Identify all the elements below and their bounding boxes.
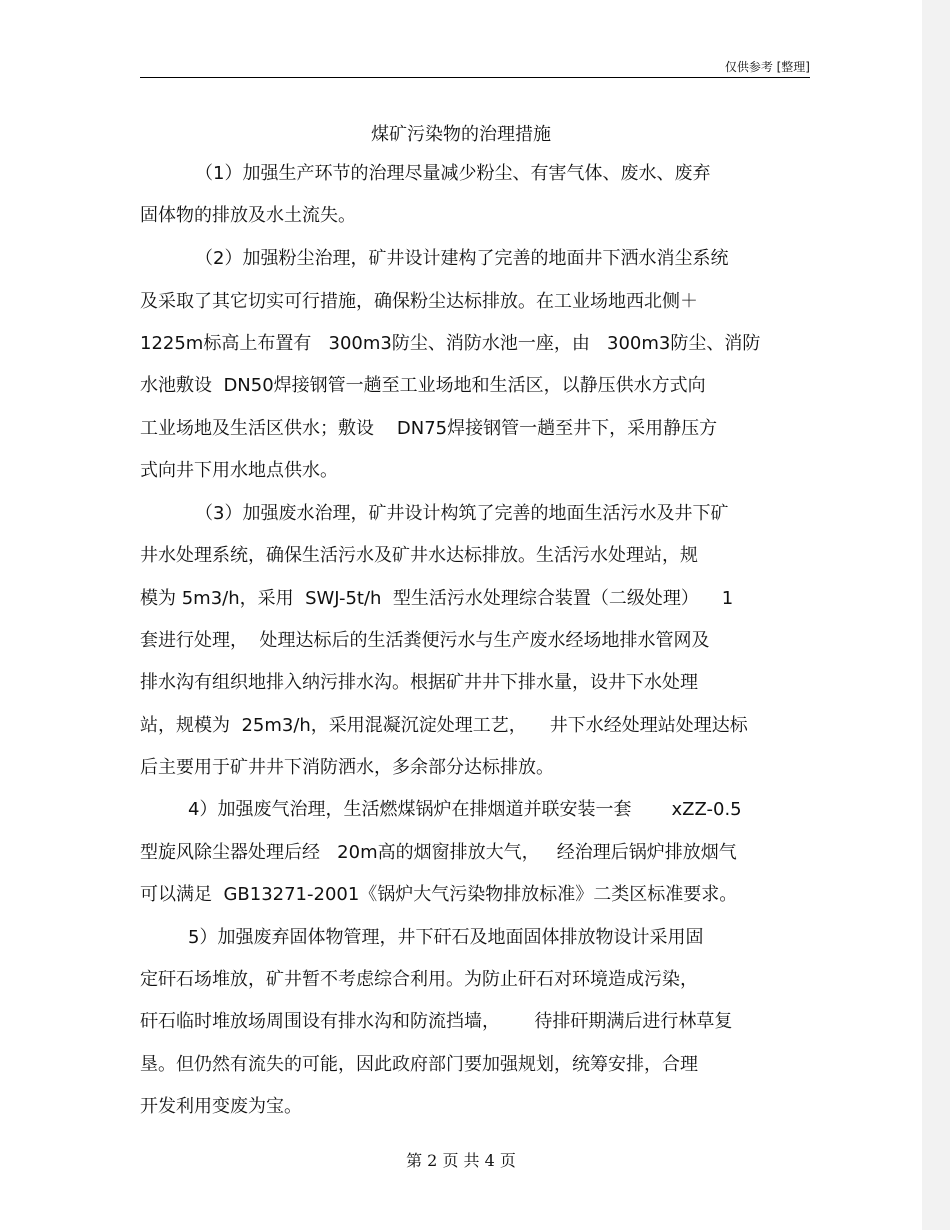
text-line: 模为 5m3/h，采用 SWJ-5t/h 型生活污水处理综合装置（二级处理） 1	[140, 588, 734, 609]
text-line: 型旋风除尘器处理后经 20m高的烟窗排放大气， 经治理后锅炉排放烟气	[140, 842, 737, 863]
text-line: 井水处理系统，确保生活污水及矿井水达标排放。生活污水处理站，规	[140, 545, 698, 566]
page-header	[140, 55, 810, 78]
header-note: 仅供参考 [整理]	[724, 60, 810, 74]
text-line: 后主要用于矿井井下消防洒水，多余部分达标排放。	[140, 757, 554, 778]
text-line: 套进行处理， 处理达标后的生活粪便污水与生产废水经场地排水管网及	[140, 630, 710, 651]
text-line: 定矸石场堆放，矿井暂不考虑综合利用。为防止矸石对环境造成污染，	[140, 969, 698, 990]
text-line: 4）加强废气治理，生活燃煤锅炉在排烟道并联安装一套 xZZ-0.5	[188, 799, 742, 820]
text-line: （3）加强废水治理，矿井设计构筑了完善的地面生活污水及井下矿	[195, 503, 729, 524]
text-line: 固体物的排放及水土流失。	[140, 205, 356, 226]
text-line: 开发利用变废为宝。	[140, 1096, 302, 1117]
document-title: 煤矿污染物的治理措施	[371, 124, 551, 145]
page-footer: 第 2 页 共 4 页	[406, 1151, 516, 1170]
text-line: 站，规模为 25m3/h，采用混凝沉淀处理工艺， 井下水经处理站处理达标	[140, 715, 748, 736]
text-line: 工业场地及生活区供水；敷设 DN75焊接钢管一趟至井下，采用静压方	[140, 418, 718, 439]
text-line: 矸石临时堆放场周围设有排水沟和防流挡墙， 待排矸期满后进行林草复	[140, 1011, 733, 1032]
text-line: 5）加强废弃固体物管理，井下矸石及地面固体排放物设计采用固	[188, 927, 704, 948]
text-line: （2）加强粉尘治理，矿井设计建构了完善的地面井下洒水消尘系统	[195, 248, 729, 269]
text-line: 可以满足 GB13271-2001《锅炉大气污染物排放标准》二类区标准要求。	[140, 884, 738, 905]
text-line: 垦。但仍然有流失的可能，因此政府部门要加强规划，统筹安排，合理	[140, 1054, 698, 1075]
text-line: 水池敷设 DN50焊接钢管一趟至工业场地和生活区，以静压供水方式向	[140, 375, 706, 396]
text-line: 1225m标高上布置有 300m3防尘、消防水池一座，由 300m3防尘、消防	[140, 333, 761, 354]
text-line: 式向井下用水地点供水。	[140, 460, 338, 481]
text-line: 排水沟有组织地排入纳污排水沟。根据矿井井下排水量，设井下水处理	[140, 672, 698, 693]
text-line: （1）加强生产环节的治理尽量减少粉尘、有害气体、废水、废弃	[195, 163, 711, 184]
text-line: 及采取了其它切实可行措施，确保粉尘达标排放。在工业场地西北侧＋	[140, 291, 698, 312]
